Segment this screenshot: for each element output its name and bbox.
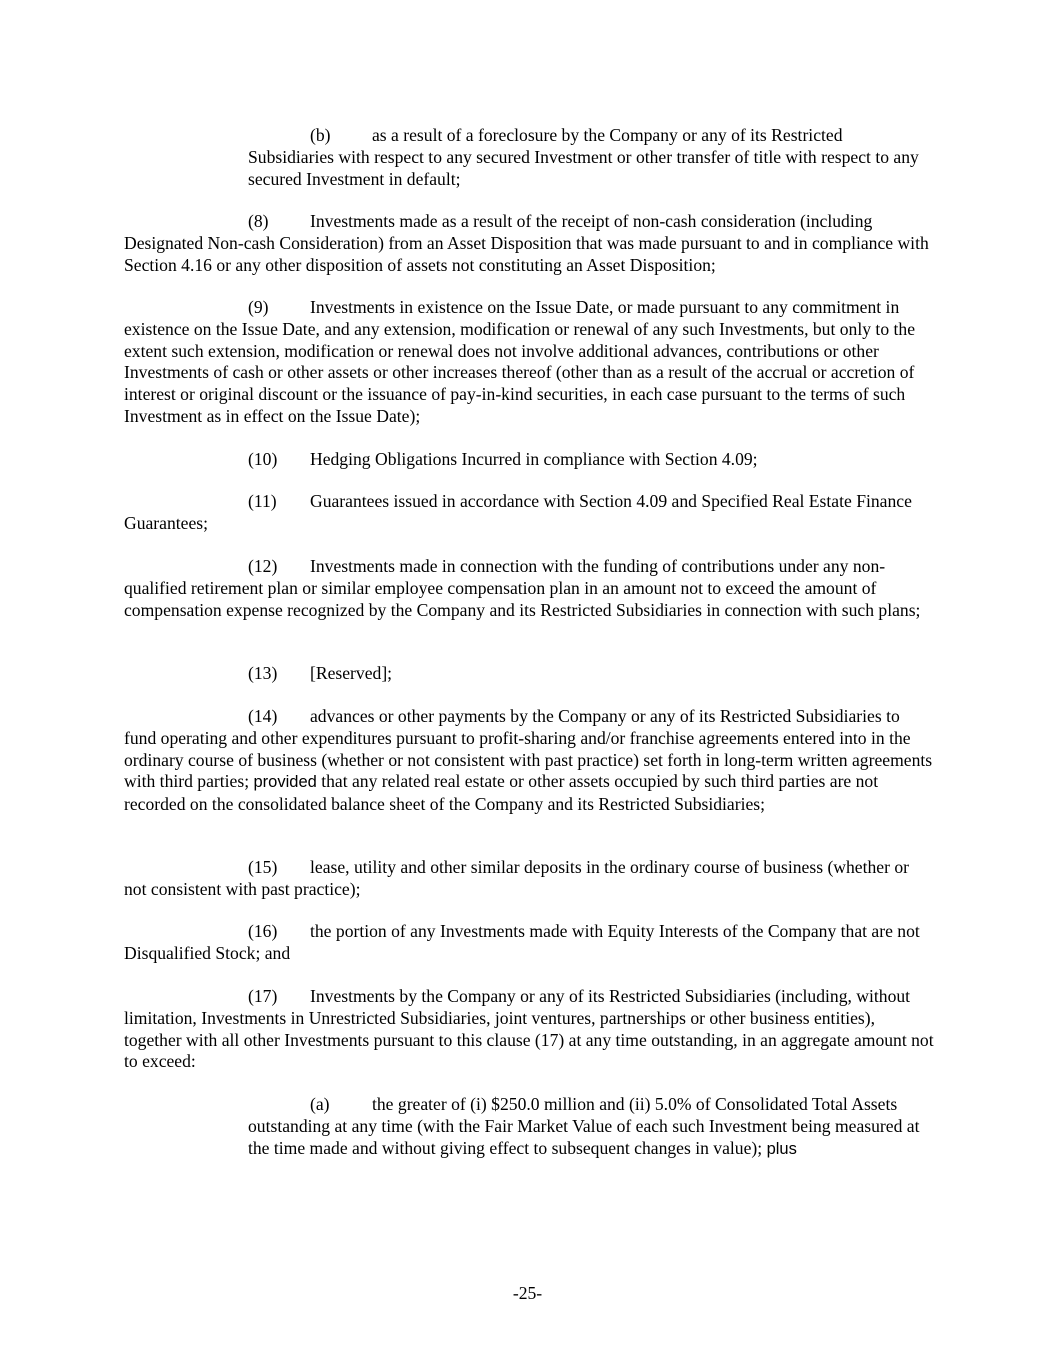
clause-number: (17) bbox=[248, 986, 278, 1006]
emphasis-provided: provided bbox=[253, 773, 317, 792]
clause-8 bbox=[124, 211, 934, 276]
clause-number: (14) bbox=[248, 706, 278, 726]
clause-text: as a result of a foreclosure by the Company or any of its Restricted Subsidiaries with respect to any secured Investment or other transfer of title with respect to any secured Investment in default; bbox=[248, 125, 919, 189]
clause-text: advances or other payments by the Company or any of its Restricted Subsidiaries to fund operating and other expenditures pursuant to profit-sharing and/or franchise agreements entered into in the ordinary course of business (whether or not consistent with past practice) set forth in long-term written agreements with third parties; bbox=[124, 706, 933, 792]
clause-11 bbox=[124, 491, 934, 535]
clause-text: [Reserved]; bbox=[310, 663, 393, 683]
page-number: -25- bbox=[512, 1283, 543, 1303]
emphasis-plus: plus bbox=[766, 1139, 797, 1158]
clause-b-foreclosure bbox=[248, 125, 928, 190]
clause-number: (a) bbox=[310, 1094, 330, 1114]
clause-text: the greater of (i) $250.0 million and (ii) 5.0% of Consolidated Total Assets outstanding at any time (with the Fair Market Value of each such Investment being measured at the time made and without giving effect to subsequent changes in value); bbox=[248, 1094, 920, 1158]
clause-number: (10) bbox=[248, 449, 278, 469]
clause-text: the portion of any Investments made with Equity Interests of the Company that are not Disqualified Stock; and bbox=[124, 921, 920, 963]
clause-number: (9) bbox=[248, 297, 269, 317]
clause-number: (8) bbox=[248, 211, 269, 231]
clause-15 bbox=[124, 857, 934, 901]
clause-number: (15) bbox=[248, 857, 278, 877]
clause-text-continued: that any related real estate or other assets occupied by such third parties are not recorded on the consolidated balance sheet of the Company and its Restricted Subsidiaries; bbox=[124, 771, 879, 815]
clause-a-greater-of bbox=[248, 1094, 928, 1160]
clause-number: (16) bbox=[248, 921, 278, 941]
clause-10 bbox=[124, 449, 934, 471]
clause-12 bbox=[124, 556, 934, 621]
clause-text: Investments made as a result of the receipt of non-cash consideration (including Designated Non-cash Consideration) from an Asset Disposition that was made pursuant to and in compliance with Section 4.16 or any other disposition of assets not constituting an Asset Disposition; bbox=[124, 211, 929, 275]
clause-9 bbox=[124, 297, 934, 428]
clause-14 bbox=[124, 706, 934, 816]
clause-number: (b) bbox=[310, 125, 331, 145]
clause-text: Investments in existence on the Issue Date, or made pursuant to any commitment in existence on the Issue Date, and any extension, modification or renewal of any such Investments, but only to the extent such extension, modification or renewal does not involve additional advances, contributions or other Investments of cash or other assets or other increases thereof (other than as a result of the accrual or accretion of interest or original discount or the issuance of pay-in-kind securities, in each case pursuant to the terms of such Investment as in effect on the Issue Date); bbox=[124, 297, 916, 426]
clause-text: Guarantees issued in accordance with Section 4.09 and Specified Real Estate Finance Guarantees; bbox=[124, 491, 912, 533]
clause-text: lease, utility and other similar deposits in the ordinary course of business (whether or not consistent with past practice); bbox=[124, 857, 910, 899]
clause-number: (11) bbox=[248, 491, 277, 511]
clause-13 bbox=[124, 663, 934, 685]
clause-16 bbox=[124, 921, 934, 965]
clause-text: Hedging Obligations Incurred in compliance with Section 4.09; bbox=[310, 449, 758, 469]
clause-17 bbox=[124, 986, 934, 1073]
clause-text: Investments made in connection with the funding of contributions under any non-qualified retirement plan or similar employee compensation plan in an amount not to exceed the amount of compensation expense recognized by the Company and its Restricted Subsidiaries in connection with such plans; bbox=[124, 556, 921, 620]
clause-number: (12) bbox=[248, 556, 278, 576]
clause-text: Investments by the Company or any of its Restricted Subsidiaries (including, without limitation, Investments in Unrestricted Subsidiaries, joint ventures, partnerships or other business entities), together with all other Investments pursuant to this clause (17) at any time outstanding, in an aggregate amount not to exceed: bbox=[124, 986, 934, 1072]
clause-number: (13) bbox=[248, 663, 278, 683]
